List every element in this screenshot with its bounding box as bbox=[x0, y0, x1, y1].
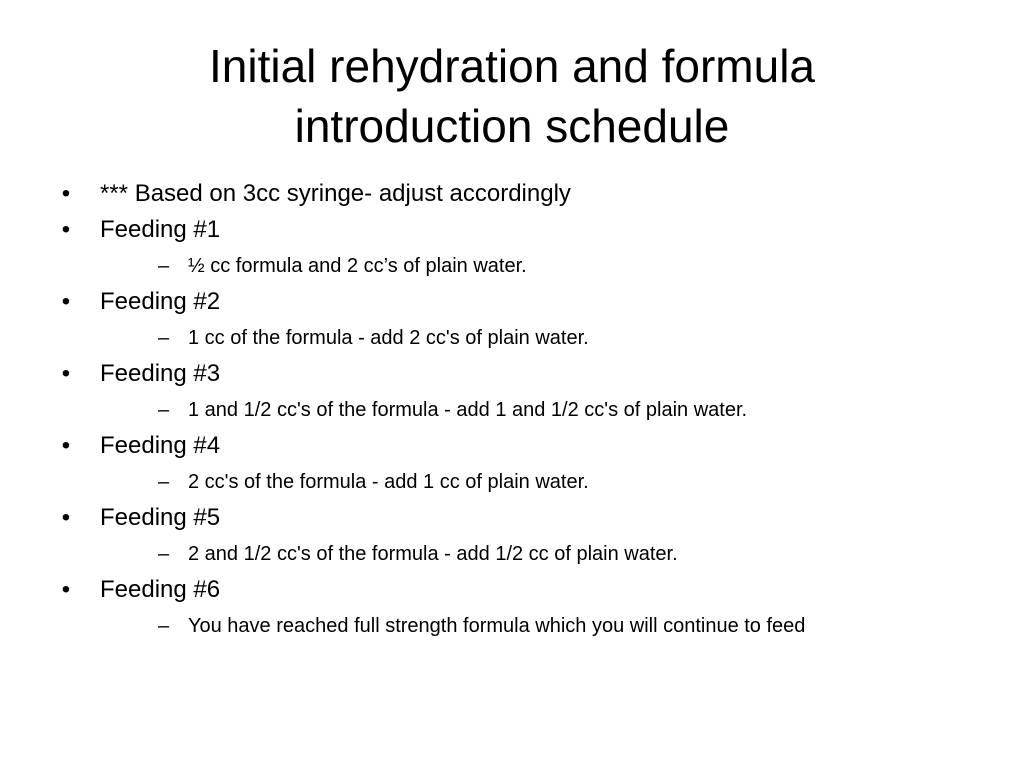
bullet-item bbox=[56, 428, 986, 500]
sub-bullet-item bbox=[100, 248, 986, 284]
bullet-text: Feeding #2 bbox=[100, 288, 221, 315]
bullet-text: Feeding #3 bbox=[100, 360, 221, 387]
bullet-text: Feeding #1 bbox=[100, 216, 221, 243]
dash-icon: – bbox=[158, 543, 170, 565]
sub-bullet-list bbox=[100, 608, 986, 644]
bullet-item bbox=[56, 176, 986, 212]
sub-bullet-list bbox=[100, 320, 986, 356]
slide-content bbox=[56, 176, 986, 644]
sub-bullet-item bbox=[100, 608, 986, 644]
dash-icon: – bbox=[158, 615, 170, 637]
slide-title-line-1: Initial rehydration and formula bbox=[209, 40, 815, 92]
bullet-item bbox=[56, 212, 986, 284]
sub-bullet-text: 2 and 1/2 cc's of the formula - add 1/2 cc of plain water. bbox=[188, 543, 678, 565]
bullet-item bbox=[56, 500, 986, 572]
bullet-text: Feeding #4 bbox=[100, 432, 221, 459]
bullet-dot-icon: • bbox=[61, 216, 71, 243]
sub-bullet-item bbox=[100, 536, 986, 572]
bullet-item bbox=[56, 572, 986, 644]
sub-bullet-item bbox=[100, 392, 986, 428]
bullet-dot-icon: • bbox=[61, 288, 71, 315]
dash-icon: – bbox=[158, 327, 170, 349]
sub-bullet-list bbox=[100, 248, 986, 284]
bullet-dot-icon: • bbox=[61, 180, 71, 207]
dash-icon: – bbox=[158, 471, 170, 493]
sub-bullet-list bbox=[100, 464, 986, 500]
sub-bullet-list bbox=[100, 392, 986, 428]
sub-bullet-item bbox=[100, 464, 986, 500]
bullet-dot-icon: • bbox=[61, 432, 71, 459]
dash-icon: – bbox=[158, 255, 170, 277]
bullet-text: Feeding #5 bbox=[100, 504, 221, 531]
sub-bullet-text: 1 and 1/2 cc's of the formula - add 1 and 1/2 cc's of plain water. bbox=[188, 399, 748, 421]
sub-bullet-text: You have reached full strength formula which you will continue to feed bbox=[188, 615, 806, 637]
bullet-item bbox=[56, 356, 986, 428]
slide-title-line-2: introduction schedule bbox=[294, 100, 730, 152]
sub-bullet-text: 2 cc's of the formula - add 1 cc of plain water. bbox=[188, 471, 589, 493]
sub-bullet-list bbox=[100, 536, 986, 572]
dash-icon: – bbox=[158, 399, 170, 421]
bullet-text: *** Based on 3cc syringe- adjust accordingly bbox=[100, 180, 571, 207]
sub-bullet-item bbox=[100, 320, 986, 356]
slide-title bbox=[60, 36, 964, 156]
sub-bullet-text: ½ cc formula and 2 cc’s of plain water. bbox=[188, 255, 527, 277]
bullet-dot-icon: • bbox=[61, 504, 71, 531]
bullet-dot-icon: • bbox=[61, 360, 71, 387]
bullet-item bbox=[56, 284, 986, 356]
bullet-dot-icon: • bbox=[61, 576, 71, 603]
bullet-list bbox=[56, 176, 986, 644]
sub-bullet-text: 1 cc of the formula - add 2 cc's of plain water. bbox=[188, 327, 589, 349]
bullet-text: Feeding #6 bbox=[100, 576, 221, 603]
